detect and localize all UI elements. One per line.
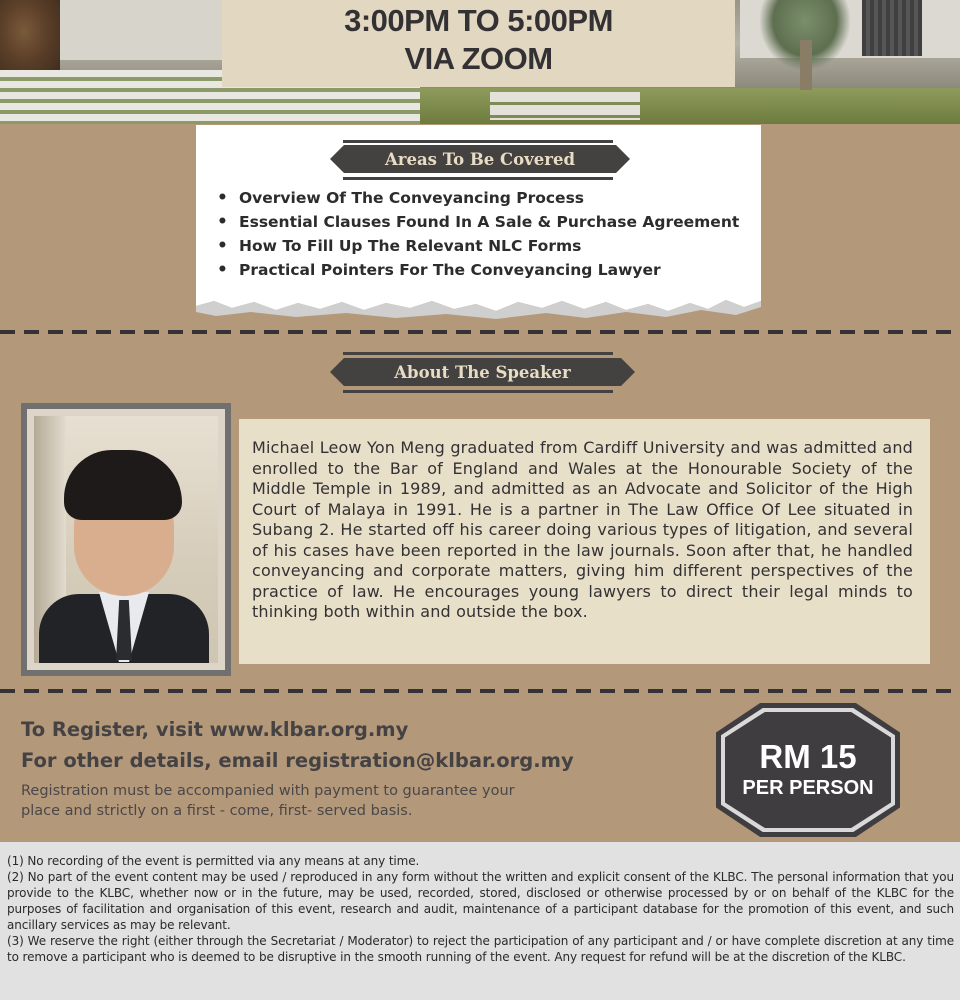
ribbon-rule-top xyxy=(343,140,613,143)
torn-paper-edge xyxy=(196,295,761,321)
list-item: • Practical Pointers For The Conveyancing Lawyer xyxy=(216,260,756,284)
ribbon-rule-bottom xyxy=(343,390,613,393)
registration-note: Registration must be accompanied with payment to guarantee your place and strictly on a first - come, first- served basis. xyxy=(21,783,515,819)
list-item: • Essential Clauses Found In A Sale & Purchase Agreement xyxy=(216,212,756,236)
list-item: • How To Fill Up The Relevant NLC Forms xyxy=(216,236,756,260)
event-platform: VIA ZOOM xyxy=(404,41,553,76)
divider xyxy=(0,689,960,693)
disclaimer-item: (3) We reserve the right (either through the Secretariat / Moderator) to reject the participation of any participant and / or have complete discretion at any time to remove a participant who is deemed to be disruptive in the smooth running of the event. Any request for refund will be at the discretion of the KLBC. xyxy=(7,934,954,964)
areas-list xyxy=(216,188,756,284)
disclaimer-item: (2) No part of the event content may be used / reproduced in any form without the written and explicit consent of the KLBC. The personal information that you provide to the KLBC, whether now or in the future, may be used, recorded, stored, disclosed or otherwise processed by or on behalf of the KLBC for the purposes of facilitation and organisation of this event, research and audit, maintenance of a participant database for the promotion of this event, and such ancillary services as may be relevant. xyxy=(7,870,954,932)
price-unit: PER PERSON xyxy=(742,777,874,799)
speaker-heading: About The Speaker xyxy=(394,362,571,382)
speaker-photo xyxy=(34,416,218,663)
price-badge xyxy=(716,703,900,837)
areas-heading: Areas To Be Covered xyxy=(385,149,575,169)
event-time: 3:00PM TO 5:00PM xyxy=(344,3,613,38)
event-time-box xyxy=(222,0,735,87)
speaker-bio-box xyxy=(239,419,930,664)
speaker-bio: Michael Leow Yon Meng graduated from Cardiff University and was admitted and enrolled to the Bar of England and Wales at the Honourable Society of the Middle Temple in 1989, and admitted as an Advocate and Solicitor of the High Court of Malaya in 1991. He is a partner in The Law Office Of Lee situated in Subang 2. He started off his career doing various types of litigation, and several of his cases have been reported in the law journals. Soon after that, he handled conveyancing and corporate matters, giving him different perspectives of the practice of law. He encourages young lawyers to direct their legal minds to thinking both within and outside the box. xyxy=(252,438,913,621)
ribbon-rule-top xyxy=(343,352,613,355)
areas-heading-ribbon xyxy=(330,145,630,173)
list-item: • Overview Of The Conveyancing Process xyxy=(216,188,756,212)
divider xyxy=(0,330,960,334)
contact-email-text[interactable]: For other details, email registration@klbar.org.my xyxy=(21,749,574,772)
price-amount: RM 15 xyxy=(759,738,857,775)
speaker-heading-ribbon xyxy=(330,358,635,386)
disclaimer-item: (1) No recording of the event is permitted via any means at any time. xyxy=(7,854,420,868)
register-link-text[interactable]: To Register, visit www.klbar.org.my xyxy=(21,718,409,741)
disclaimer xyxy=(0,842,960,1000)
ribbon-rule-bottom xyxy=(343,177,613,180)
speaker-photo-frame xyxy=(21,403,231,676)
